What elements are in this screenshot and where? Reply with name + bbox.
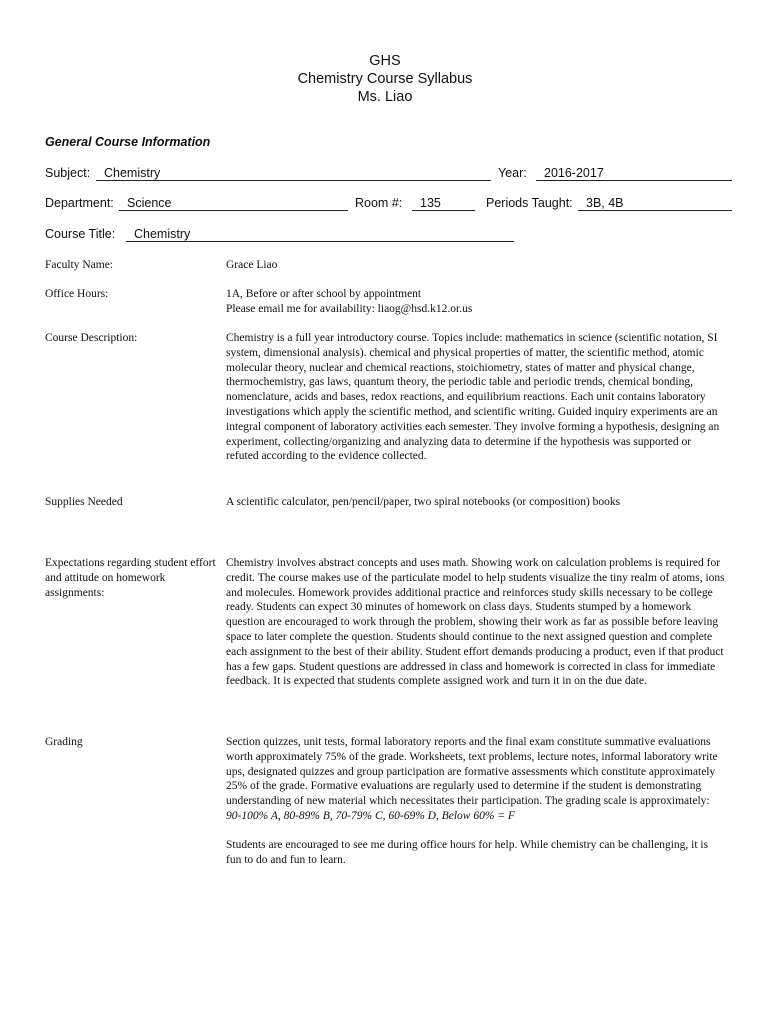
- subject-label: Subject:: [45, 166, 91, 180]
- department-label: Department:: [45, 196, 114, 210]
- grading-label: Grading: [45, 736, 83, 748]
- expectations-label: Expectations regarding student effort and attitude on homework assignments:: [45, 557, 216, 599]
- office-hours-line: 1A, Before or after school by appointment: [226, 288, 422, 300]
- document-header: [0, 52, 770, 106]
- year-label: Year:: [498, 166, 527, 180]
- year-field[interactable]: 2016-2017: [536, 166, 732, 181]
- grading-content: [226, 735, 726, 867]
- school-name: GHS: [369, 53, 401, 69]
- subject-field[interactable]: Chemistry: [96, 166, 491, 181]
- grading-note: Students are encouraged to see me during office hours for help. While chemistry can be challenging, it is fun to do and fun to learn.: [226, 838, 709, 866]
- periods-label: Periods Taught:: [486, 196, 573, 210]
- faculty-value: Grace Liao: [226, 259, 278, 271]
- course-description-label: Course Description:: [45, 332, 138, 344]
- grading-text: [226, 735, 726, 824]
- teacher-name: Ms. Liao: [357, 89, 413, 105]
- syllabus-title: Chemistry Course Syllabus: [297, 71, 473, 87]
- expectations-text: Chemistry involves abstract concepts and uses math. Showing work on calculation problems is required for credit. The course makes use of the particulate model to help students visualize the tiny realm of atoms, ions and molecules. Homework provides additional practice and reinforces study skills necessary to be college ready. Students can expect 30 minutes of homework on class days. Students stumped by a homework question are encouraged to work through the problem, showing their work as far as possible before leaving space to later complete the question. Students should continue to the next assigned question and complete each assignment to the best of their ability. Student effort demands producing a product, even if that product has a few gaps. Student questions are addressed in class and homework is corrected in class for immediate feedback. It is expected that students complete assigned work and turn it in on the due date.: [226, 557, 725, 688]
- grading-description: Section quizzes, unit tests, formal laboratory reports and the final exam constitute summative evaluations worth approximately 75% of the grade. Worksheets, text problems, lecture notes, informal laboratory write ups, designated quizzes and group participation are formative assessments which constitute approximately 25% of the grade. Formative evaluations are regularly used to determine if the student is demonstrating understanding of new material which necessitates their participation. The grading scale is approximately:: [226, 736, 718, 808]
- department-row: [45, 196, 735, 212]
- office-hours-value: [226, 287, 726, 317]
- supplies-label: Supplies Needed: [45, 496, 123, 508]
- room-field[interactable]: 135: [412, 196, 475, 211]
- course-description-text: Chemistry is a full year introductory course. Topics include: mathematics in science (scientific notation, SI system, dimensional analysis). chemical and physical properties of matter, the scientific method, atomic molecular theory, nuclear and chemical reactions, stoichiometry, states of matter and physical change, thermochemistry, gas laws, quantum theory, the periodic table and periodic trends, chemical bonding, nomenclature, acids and bases, redox reactions, and equilibrium reactions. Each unit contains laboratory investigations which apply the scientific method, and scientific writing. Guided inquiry experiments are an integral component of laboratory activities each semester. They involve forming a hypothesis, designing an experiment, collecting/organizing and analyzing data to determine if the hypothesis was supported or refuted according to the evidence collected.: [226, 332, 720, 463]
- supplies-text: A scientific calculator, pen/pencil/paper, two spiral notebooks (or composition) books: [226, 496, 621, 508]
- department-field[interactable]: Science: [119, 196, 348, 211]
- course-title-field[interactable]: Chemistry: [126, 227, 514, 242]
- room-label: Room #:: [355, 196, 403, 210]
- office-hours-label: Office Hours:: [45, 288, 109, 300]
- subject-year-row: [45, 166, 735, 182]
- course-title-label: Course Title:: [45, 227, 116, 241]
- grading-scale: 90-100% A, 80-89% B, 70-79% C, 60-69% D, Below 60% = F: [226, 809, 515, 822]
- office-hours-email-line: Please email me for availability: liaog@hsd.k12.or.us: [226, 302, 473, 315]
- periods-field[interactable]: 3B, 4B: [578, 196, 732, 211]
- course-title-row: [45, 227, 735, 243]
- faculty-label: Faculty Name:: [45, 259, 114, 271]
- section-heading: General Course Information: [45, 135, 211, 149]
